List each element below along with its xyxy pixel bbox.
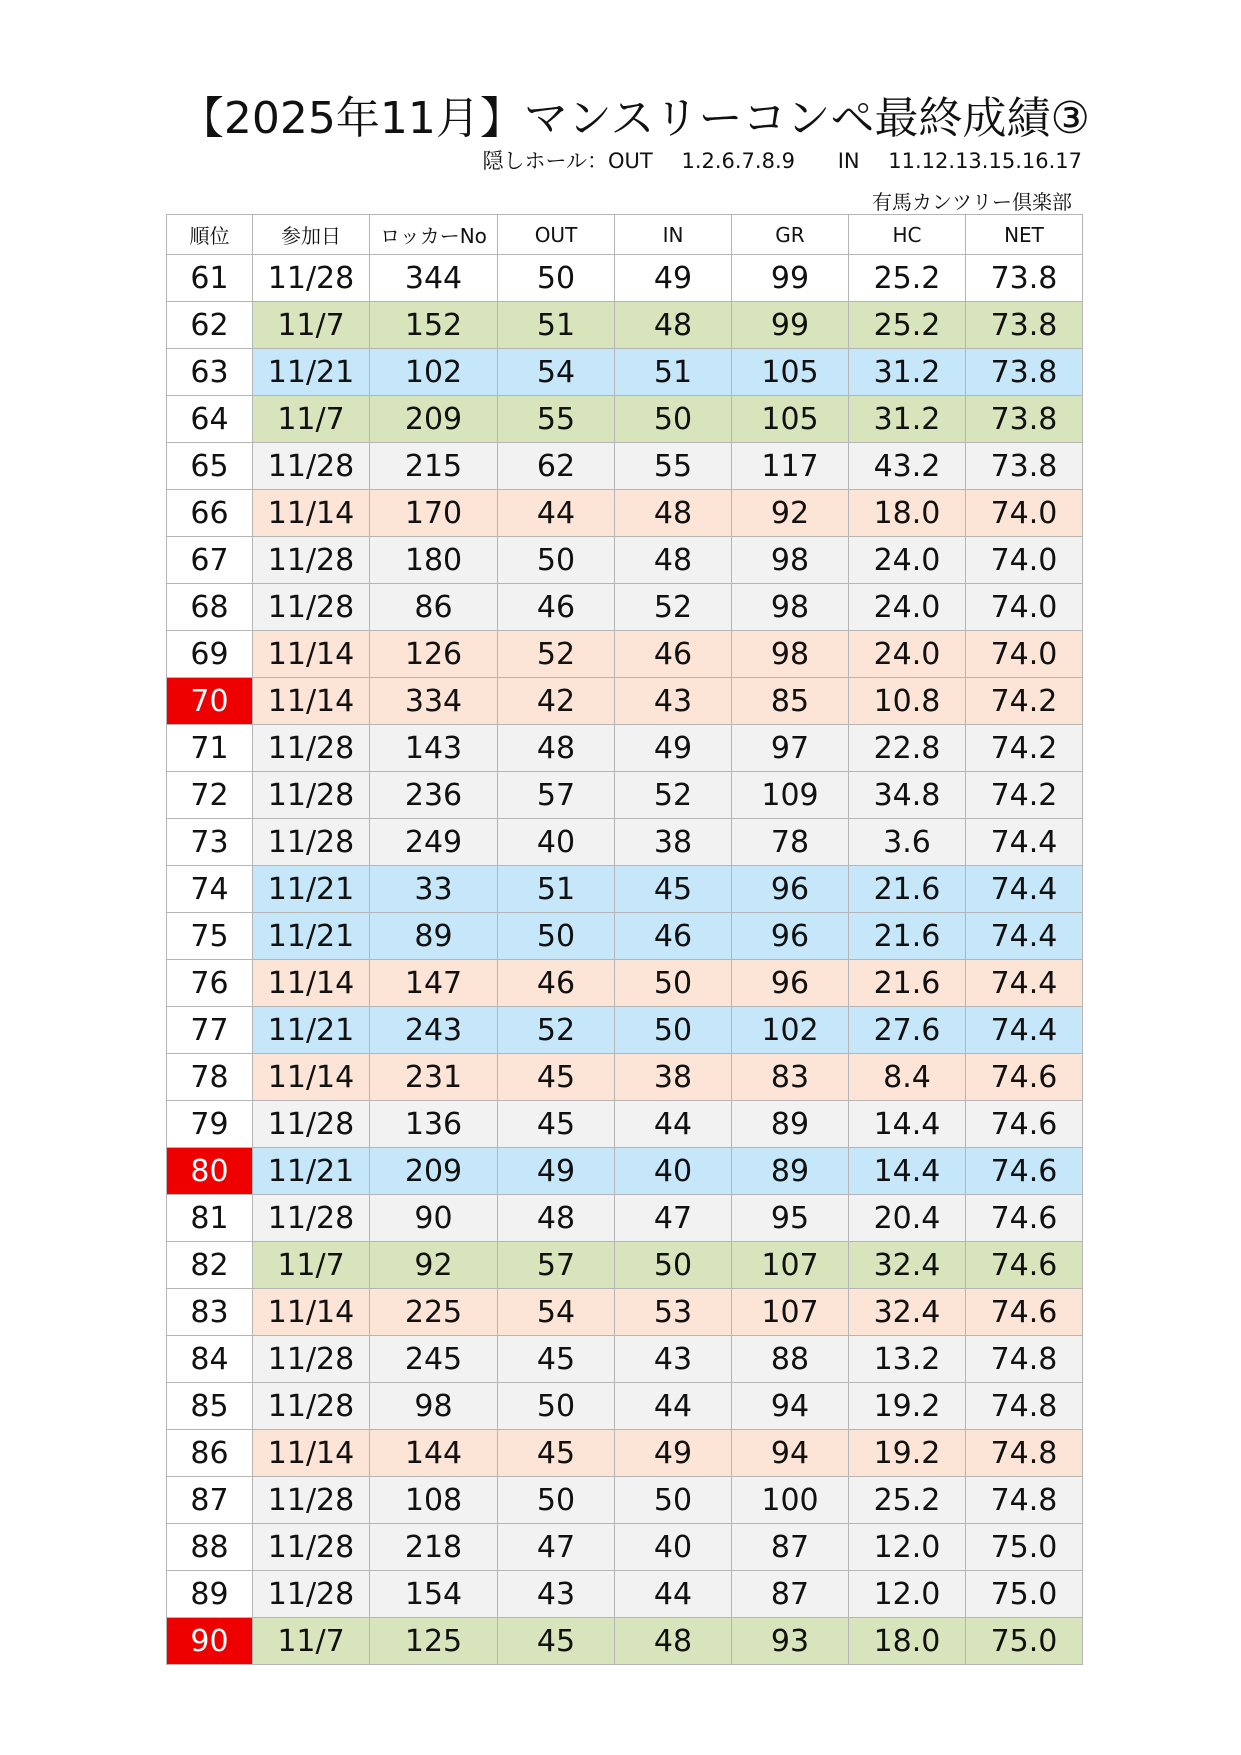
cell-date: 11/28 xyxy=(253,1383,370,1430)
cell-gr: 100 xyxy=(732,1477,849,1524)
cell-out: 43 xyxy=(498,1571,615,1618)
cell-rank: 73 xyxy=(167,819,253,866)
cell-out: 50 xyxy=(498,1383,615,1430)
cell-hc: 8.4 xyxy=(849,1054,966,1101)
table-row xyxy=(167,537,1083,584)
table-row xyxy=(167,1242,1083,1289)
table-row xyxy=(167,960,1083,1007)
cell-gr: 83 xyxy=(732,1054,849,1101)
cell-rank: 85 xyxy=(167,1383,253,1430)
cell-hc: 20.4 xyxy=(849,1195,966,1242)
cell-net: 74.0 xyxy=(966,584,1083,631)
cell-rank: 79 xyxy=(167,1101,253,1148)
cell-gr: 96 xyxy=(732,960,849,1007)
cell-hc: 12.0 xyxy=(849,1524,966,1571)
table-row xyxy=(167,1148,1083,1195)
cell-rank: 69 xyxy=(167,631,253,678)
cell-in: 45 xyxy=(615,866,732,913)
cell-net: 74.0 xyxy=(966,490,1083,537)
cell-out: 55 xyxy=(498,396,615,443)
cell-gr: 96 xyxy=(732,913,849,960)
cell-net: 74.6 xyxy=(966,1289,1083,1336)
cell-out: 45 xyxy=(498,1054,615,1101)
cell-out: 47 xyxy=(498,1524,615,1571)
cell-net: 73.8 xyxy=(966,443,1083,490)
cell-out: 48 xyxy=(498,1195,615,1242)
cell-locker: 86 xyxy=(370,584,498,631)
cell-in: 43 xyxy=(615,1336,732,1383)
cell-out: 57 xyxy=(498,1242,615,1289)
cell-hc: 3.6 xyxy=(849,819,966,866)
cell-net: 73.8 xyxy=(966,302,1083,349)
cell-rank: 71 xyxy=(167,725,253,772)
cell-rank: 65 xyxy=(167,443,253,490)
cell-in: 53 xyxy=(615,1289,732,1336)
cell-locker: 249 xyxy=(370,819,498,866)
cell-rank: 61 xyxy=(167,255,253,302)
cell-net: 75.0 xyxy=(966,1524,1083,1571)
cell-hc: 43.2 xyxy=(849,443,966,490)
cell-gr: 89 xyxy=(732,1148,849,1195)
header-locker: ロッカーNo xyxy=(370,215,498,255)
table-row xyxy=(167,443,1083,490)
cell-locker: 215 xyxy=(370,443,498,490)
table-row xyxy=(167,1336,1083,1383)
hidden-holes-info xyxy=(0,145,1082,175)
cell-out: 54 xyxy=(498,349,615,396)
cell-hc: 24.0 xyxy=(849,631,966,678)
cell-gr: 92 xyxy=(732,490,849,537)
hidden-holes-label: 隠しホール：OUT xyxy=(482,149,653,173)
cell-in: 50 xyxy=(615,1242,732,1289)
cell-rank: 83 xyxy=(167,1289,253,1336)
cell-date: 11/21 xyxy=(253,1148,370,1195)
table-row xyxy=(167,255,1083,302)
hidden-holes-in: 11.12.13.15.16.17 xyxy=(888,149,1082,173)
table-row xyxy=(167,725,1083,772)
cell-out: 54 xyxy=(498,1289,615,1336)
cell-rank: 74 xyxy=(167,866,253,913)
cell-out: 46 xyxy=(498,584,615,631)
cell-hc: 18.0 xyxy=(849,490,966,537)
table-row xyxy=(167,1571,1083,1618)
cell-date: 11/21 xyxy=(253,913,370,960)
table-row xyxy=(167,913,1083,960)
cell-hc: 31.2 xyxy=(849,349,966,396)
cell-locker: 89 xyxy=(370,913,498,960)
cell-hc: 14.4 xyxy=(849,1148,966,1195)
cell-net: 74.6 xyxy=(966,1148,1083,1195)
cell-in: 55 xyxy=(615,443,732,490)
cell-locker: 108 xyxy=(370,1477,498,1524)
table-row xyxy=(167,1477,1083,1524)
cell-rank: 87 xyxy=(167,1477,253,1524)
cell-in: 49 xyxy=(615,725,732,772)
table-row xyxy=(167,819,1083,866)
table-row xyxy=(167,1618,1083,1665)
cell-hc: 25.2 xyxy=(849,255,966,302)
cell-gr: 87 xyxy=(732,1524,849,1571)
cell-net: 74.2 xyxy=(966,678,1083,725)
table-row xyxy=(167,1054,1083,1101)
cell-net: 74.8 xyxy=(966,1383,1083,1430)
table-row xyxy=(167,678,1083,725)
header-rank: 順位 xyxy=(167,215,253,255)
cell-locker: 92 xyxy=(370,1242,498,1289)
cell-date: 11/14 xyxy=(253,631,370,678)
cell-locker: 231 xyxy=(370,1054,498,1101)
cell-date: 11/7 xyxy=(253,302,370,349)
cell-hc: 12.0 xyxy=(849,1571,966,1618)
cell-locker: 102 xyxy=(370,349,498,396)
cell-locker: 218 xyxy=(370,1524,498,1571)
cell-gr: 94 xyxy=(732,1430,849,1477)
cell-gr: 99 xyxy=(732,302,849,349)
cell-date: 11/28 xyxy=(253,819,370,866)
cell-hc: 25.2 xyxy=(849,1477,966,1524)
header-hc: HC xyxy=(849,215,966,255)
cell-out: 45 xyxy=(498,1336,615,1383)
cell-out: 57 xyxy=(498,772,615,819)
cell-in: 52 xyxy=(615,584,732,631)
cell-out: 50 xyxy=(498,255,615,302)
cell-hc: 24.0 xyxy=(849,537,966,584)
cell-in: 40 xyxy=(615,1524,732,1571)
cell-net: 74.0 xyxy=(966,631,1083,678)
cell-locker: 98 xyxy=(370,1383,498,1430)
cell-net: 74.4 xyxy=(966,866,1083,913)
cell-rank: 78 xyxy=(167,1054,253,1101)
cell-gr: 93 xyxy=(732,1618,849,1665)
cell-locker: 147 xyxy=(370,960,498,1007)
cell-net: 73.8 xyxy=(966,396,1083,443)
cell-in: 52 xyxy=(615,772,732,819)
cell-in: 50 xyxy=(615,1007,732,1054)
hidden-holes-out: 1.2.6.7.8.9 xyxy=(681,149,795,173)
cell-date: 11/21 xyxy=(253,349,370,396)
cell-in: 44 xyxy=(615,1101,732,1148)
cell-date: 11/21 xyxy=(253,1007,370,1054)
cell-rank: 76 xyxy=(167,960,253,1007)
cell-net: 73.8 xyxy=(966,255,1083,302)
cell-gr: 98 xyxy=(732,584,849,631)
cell-rank: 63 xyxy=(167,349,253,396)
cell-locker: 143 xyxy=(370,725,498,772)
cell-date: 11/7 xyxy=(253,1242,370,1289)
table-header-row xyxy=(167,215,1083,255)
cell-in: 50 xyxy=(615,396,732,443)
cell-date: 11/28 xyxy=(253,1524,370,1571)
cell-in: 46 xyxy=(615,631,732,678)
table-row xyxy=(167,1289,1083,1336)
cell-net: 74.8 xyxy=(966,1336,1083,1383)
cell-hc: 10.8 xyxy=(849,678,966,725)
cell-hc: 18.0 xyxy=(849,1618,966,1665)
cell-date: 11/28 xyxy=(253,1336,370,1383)
table-row xyxy=(167,631,1083,678)
cell-date: 11/28 xyxy=(253,1101,370,1148)
cell-hc: 21.6 xyxy=(849,866,966,913)
cell-date: 11/14 xyxy=(253,490,370,537)
cell-gr: 85 xyxy=(732,678,849,725)
table-row xyxy=(167,1383,1083,1430)
cell-hc: 19.2 xyxy=(849,1430,966,1477)
cell-in: 49 xyxy=(615,1430,732,1477)
cell-out: 51 xyxy=(498,302,615,349)
cell-hc: 22.8 xyxy=(849,725,966,772)
cell-net: 74.0 xyxy=(966,537,1083,584)
cell-out: 52 xyxy=(498,631,615,678)
cell-rank: 64 xyxy=(167,396,253,443)
cell-out: 50 xyxy=(498,1477,615,1524)
table-row xyxy=(167,772,1083,819)
cell-rank: 70 xyxy=(167,678,253,725)
cell-net: 73.8 xyxy=(966,349,1083,396)
cell-rank: 89 xyxy=(167,1571,253,1618)
cell-in: 50 xyxy=(615,960,732,1007)
cell-rank: 77 xyxy=(167,1007,253,1054)
cell-gr: 89 xyxy=(732,1101,849,1148)
cell-locker: 125 xyxy=(370,1618,498,1665)
cell-out: 40 xyxy=(498,819,615,866)
cell-out: 45 xyxy=(498,1101,615,1148)
cell-in: 47 xyxy=(615,1195,732,1242)
cell-gr: 96 xyxy=(732,866,849,913)
cell-locker: 170 xyxy=(370,490,498,537)
cell-rank: 66 xyxy=(167,490,253,537)
table-row xyxy=(167,1007,1083,1054)
cell-out: 48 xyxy=(498,725,615,772)
header-gr: GR xyxy=(732,215,849,255)
cell-out: 45 xyxy=(498,1618,615,1665)
cell-rank: 80 xyxy=(167,1148,253,1195)
header-date: 参加日 xyxy=(253,215,370,255)
cell-gr: 87 xyxy=(732,1571,849,1618)
cell-out: 42 xyxy=(498,678,615,725)
cell-hc: 32.4 xyxy=(849,1289,966,1336)
cell-locker: 152 xyxy=(370,302,498,349)
table-row xyxy=(167,866,1083,913)
cell-hc: 27.6 xyxy=(849,1007,966,1054)
cell-net: 74.6 xyxy=(966,1242,1083,1289)
cell-in: 49 xyxy=(615,255,732,302)
cell-in: 46 xyxy=(615,913,732,960)
cell-locker: 209 xyxy=(370,1148,498,1195)
cell-gr: 95 xyxy=(732,1195,849,1242)
cell-out: 45 xyxy=(498,1430,615,1477)
cell-gr: 97 xyxy=(732,725,849,772)
cell-net: 74.4 xyxy=(966,913,1083,960)
cell-date: 11/28 xyxy=(253,537,370,584)
cell-locker: 236 xyxy=(370,772,498,819)
cell-date: 11/14 xyxy=(253,960,370,1007)
cell-date: 11/28 xyxy=(253,584,370,631)
cell-in: 50 xyxy=(615,1477,732,1524)
cell-locker: 334 xyxy=(370,678,498,725)
cell-gr: 99 xyxy=(732,255,849,302)
cell-date: 11/28 xyxy=(253,772,370,819)
cell-locker: 144 xyxy=(370,1430,498,1477)
cell-net: 74.6 xyxy=(966,1101,1083,1148)
cell-locker: 245 xyxy=(370,1336,498,1383)
cell-out: 44 xyxy=(498,490,615,537)
cell-locker: 154 xyxy=(370,1571,498,1618)
table-row xyxy=(167,1524,1083,1571)
page-title: 【2025年11月】マンスリーコンペ最終成績③ xyxy=(179,93,1090,144)
cell-date: 11/7 xyxy=(253,1618,370,1665)
table-row xyxy=(167,349,1083,396)
cell-rank: 72 xyxy=(167,772,253,819)
cell-gr: 105 xyxy=(732,349,849,396)
cell-locker: 209 xyxy=(370,396,498,443)
cell-rank: 81 xyxy=(167,1195,253,1242)
cell-date: 11/28 xyxy=(253,725,370,772)
table-row xyxy=(167,1430,1083,1477)
table-row xyxy=(167,396,1083,443)
cell-rank: 82 xyxy=(167,1242,253,1289)
cell-locker: 180 xyxy=(370,537,498,584)
cell-net: 74.4 xyxy=(966,960,1083,1007)
cell-in: 48 xyxy=(615,490,732,537)
header-net: NET xyxy=(966,215,1083,255)
cell-locker: 344 xyxy=(370,255,498,302)
cell-in: 40 xyxy=(615,1148,732,1195)
cell-in: 44 xyxy=(615,1571,732,1618)
cell-date: 11/14 xyxy=(253,678,370,725)
cell-in: 48 xyxy=(615,537,732,584)
hidden-holes-in-label: IN xyxy=(837,149,860,173)
cell-hc: 13.2 xyxy=(849,1336,966,1383)
cell-date: 11/28 xyxy=(253,1571,370,1618)
cell-rank: 88 xyxy=(167,1524,253,1571)
cell-in: 51 xyxy=(615,349,732,396)
cell-gr: 109 xyxy=(732,772,849,819)
cell-in: 44 xyxy=(615,1383,732,1430)
cell-gr: 105 xyxy=(732,396,849,443)
cell-in: 38 xyxy=(615,819,732,866)
cell-gr: 107 xyxy=(732,1289,849,1336)
cell-gr: 98 xyxy=(732,537,849,584)
cell-in: 43 xyxy=(615,678,732,725)
cell-out: 50 xyxy=(498,913,615,960)
cell-net: 74.4 xyxy=(966,1007,1083,1054)
cell-locker: 126 xyxy=(370,631,498,678)
cell-rank: 75 xyxy=(167,913,253,960)
cell-hc: 21.6 xyxy=(849,913,966,960)
cell-locker: 33 xyxy=(370,866,498,913)
cell-date: 11/21 xyxy=(253,866,370,913)
table-row xyxy=(167,490,1083,537)
header-out: OUT xyxy=(498,215,615,255)
cell-net: 74.6 xyxy=(966,1054,1083,1101)
cell-net: 74.6 xyxy=(966,1195,1083,1242)
cell-locker: 225 xyxy=(370,1289,498,1336)
cell-rank: 86 xyxy=(167,1430,253,1477)
cell-hc: 25.2 xyxy=(849,302,966,349)
club-name: 有馬カンツリー倶楽部 xyxy=(872,190,1072,214)
results-body xyxy=(167,255,1083,1665)
cell-hc: 24.0 xyxy=(849,584,966,631)
cell-out: 52 xyxy=(498,1007,615,1054)
cell-date: 11/28 xyxy=(253,443,370,490)
table-row xyxy=(167,302,1083,349)
header-in: IN xyxy=(615,215,732,255)
cell-hc: 14.4 xyxy=(849,1101,966,1148)
cell-hc: 31.2 xyxy=(849,396,966,443)
cell-gr: 98 xyxy=(732,631,849,678)
cell-date: 11/28 xyxy=(253,1195,370,1242)
results-table xyxy=(166,214,1083,1665)
cell-gr: 88 xyxy=(732,1336,849,1383)
cell-rank: 84 xyxy=(167,1336,253,1383)
cell-net: 74.2 xyxy=(966,725,1083,772)
cell-in: 48 xyxy=(615,1618,732,1665)
cell-net: 74.2 xyxy=(966,772,1083,819)
cell-in: 38 xyxy=(615,1054,732,1101)
cell-gr: 78 xyxy=(732,819,849,866)
cell-out: 51 xyxy=(498,866,615,913)
table-row xyxy=(167,584,1083,631)
table-row xyxy=(167,1195,1083,1242)
cell-locker: 136 xyxy=(370,1101,498,1148)
cell-rank: 62 xyxy=(167,302,253,349)
cell-gr: 107 xyxy=(732,1242,849,1289)
cell-rank: 90 xyxy=(167,1618,253,1665)
cell-gr: 102 xyxy=(732,1007,849,1054)
cell-net: 75.0 xyxy=(966,1618,1083,1665)
cell-out: 46 xyxy=(498,960,615,1007)
cell-rank: 67 xyxy=(167,537,253,584)
cell-locker: 90 xyxy=(370,1195,498,1242)
cell-hc: 32.4 xyxy=(849,1242,966,1289)
cell-in: 48 xyxy=(615,302,732,349)
cell-gr: 117 xyxy=(732,443,849,490)
cell-date: 11/14 xyxy=(253,1054,370,1101)
cell-rank: 68 xyxy=(167,584,253,631)
cell-date: 11/28 xyxy=(253,255,370,302)
cell-net: 74.8 xyxy=(966,1430,1083,1477)
cell-net: 74.8 xyxy=(966,1477,1083,1524)
cell-date: 11/7 xyxy=(253,396,370,443)
cell-hc: 34.8 xyxy=(849,772,966,819)
cell-date: 11/14 xyxy=(253,1289,370,1336)
cell-gr: 94 xyxy=(732,1383,849,1430)
cell-net: 75.0 xyxy=(966,1571,1083,1618)
cell-out: 50 xyxy=(498,537,615,584)
cell-hc: 19.2 xyxy=(849,1383,966,1430)
cell-date: 11/14 xyxy=(253,1430,370,1477)
cell-locker: 243 xyxy=(370,1007,498,1054)
table-row xyxy=(167,1101,1083,1148)
cell-net: 74.4 xyxy=(966,819,1083,866)
cell-date: 11/28 xyxy=(253,1477,370,1524)
cell-hc: 21.6 xyxy=(849,960,966,1007)
cell-out: 49 xyxy=(498,1148,615,1195)
cell-out: 62 xyxy=(498,443,615,490)
